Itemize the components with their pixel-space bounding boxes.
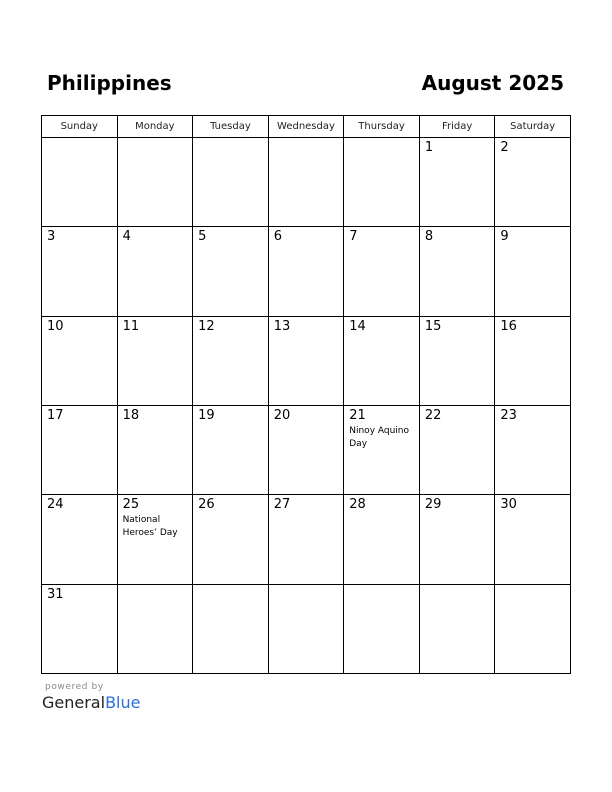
- day-number: 15: [424, 318, 442, 334]
- day-number: 3: [47, 229, 56, 245]
- day-cell: [117, 584, 193, 673]
- day-cell: [495, 316, 571, 405]
- day-number: 29: [424, 497, 442, 513]
- day-number: 31: [47, 586, 64, 602]
- day-cell: [344, 138, 420, 227]
- day-number: 11: [122, 318, 140, 334]
- day-cell: [419, 138, 495, 227]
- weekday-header: Tuesday: [193, 116, 269, 138]
- powered-by-text: powered by: [45, 682, 104, 692]
- day-cell: [193, 405, 269, 494]
- day-cell: [344, 405, 420, 494]
- brand-general-text: General: [42, 693, 106, 712]
- day-cell: [268, 227, 344, 316]
- day-number: 6: [273, 229, 282, 245]
- day-cell: [344, 227, 420, 316]
- day-cell: [495, 138, 571, 227]
- day-cell: [42, 227, 118, 316]
- day-cell: [193, 227, 269, 316]
- weekday-header-row: [42, 116, 571, 138]
- day-number: 2: [500, 140, 509, 155]
- day-cell: [193, 584, 269, 673]
- day-cell: [344, 316, 420, 405]
- day-number: 24: [47, 497, 64, 513]
- day-number: 22: [424, 407, 442, 423]
- day-number: 27: [273, 497, 291, 513]
- week-row: [42, 405, 571, 494]
- week-row: [42, 316, 571, 405]
- day-number: 1: [424, 140, 434, 155]
- weekday-header: Monday: [117, 116, 193, 138]
- day-number: 20: [273, 407, 291, 423]
- day-number: 8: [424, 229, 434, 245]
- day-cell: [268, 405, 344, 494]
- day-cell: [495, 227, 571, 316]
- day-cell: [117, 138, 193, 227]
- week-row: [42, 584, 571, 673]
- week-row: [42, 495, 571, 584]
- day-number: 21: [349, 407, 366, 423]
- day-cell: [117, 405, 193, 494]
- weekday-header: Sunday: [42, 116, 118, 138]
- day-cell: [42, 138, 118, 227]
- day-cell: [117, 227, 193, 316]
- day-cell: [268, 584, 344, 673]
- day-number: 12: [198, 318, 215, 334]
- day-number: 5: [198, 229, 207, 245]
- day-number: 14: [349, 318, 366, 334]
- weekday-header: Friday: [419, 116, 495, 138]
- day-cell: [344, 584, 420, 673]
- day-cell: [193, 138, 269, 227]
- day-number: 19: [198, 407, 215, 423]
- day-cell: [268, 495, 344, 584]
- day-cell: [419, 495, 495, 584]
- day-cell: [193, 495, 269, 584]
- holiday-label: National Heroes’ Day: [122, 515, 178, 539]
- day-cell: [419, 316, 495, 405]
- day-number: 26: [198, 497, 215, 513]
- brand-blue-text: Blue: [105, 693, 141, 712]
- day-number: 28: [349, 497, 366, 513]
- weekday-header: Wednesday: [268, 116, 344, 138]
- day-number: 7: [349, 229, 358, 245]
- month-year-title: August 2025: [421, 71, 564, 95]
- day-cell: [268, 316, 344, 405]
- day-number: 10: [47, 318, 64, 334]
- day-cell: [495, 495, 571, 584]
- day-cell: [193, 316, 269, 405]
- day-number: 30: [500, 497, 517, 513]
- day-number: 23: [500, 407, 517, 423]
- calendar-grid: [41, 115, 571, 674]
- day-cell: [117, 495, 193, 584]
- day-cell: [344, 495, 420, 584]
- generalblue-logo[interactable]: [42, 693, 140, 712]
- day-number: 9: [500, 229, 509, 245]
- day-number: 4: [122, 229, 131, 245]
- country-title: Philippines: [47, 71, 172, 95]
- day-cell: [419, 405, 495, 494]
- day-number: 17: [47, 407, 64, 423]
- day-cell: [268, 138, 344, 227]
- day-cell: [117, 316, 193, 405]
- weekday-header: Saturday: [495, 116, 571, 138]
- day-cell: [42, 316, 118, 405]
- day-cell: [495, 405, 571, 494]
- day-cell: [419, 584, 495, 673]
- weekday-header: Thursday: [344, 116, 420, 138]
- week-row: [42, 138, 571, 227]
- day-number: 25: [122, 497, 140, 513]
- day-cell: [42, 495, 118, 584]
- day-cell: [495, 584, 571, 673]
- day-cell: [42, 584, 118, 673]
- day-cell: [42, 405, 118, 494]
- day-number: 13: [273, 318, 291, 334]
- day-number: 18: [122, 407, 140, 423]
- day-number: 16: [500, 318, 517, 334]
- holiday-label: Ninoy Aquino Day: [349, 425, 410, 449]
- day-cell: [419, 227, 495, 316]
- week-row: [42, 227, 571, 316]
